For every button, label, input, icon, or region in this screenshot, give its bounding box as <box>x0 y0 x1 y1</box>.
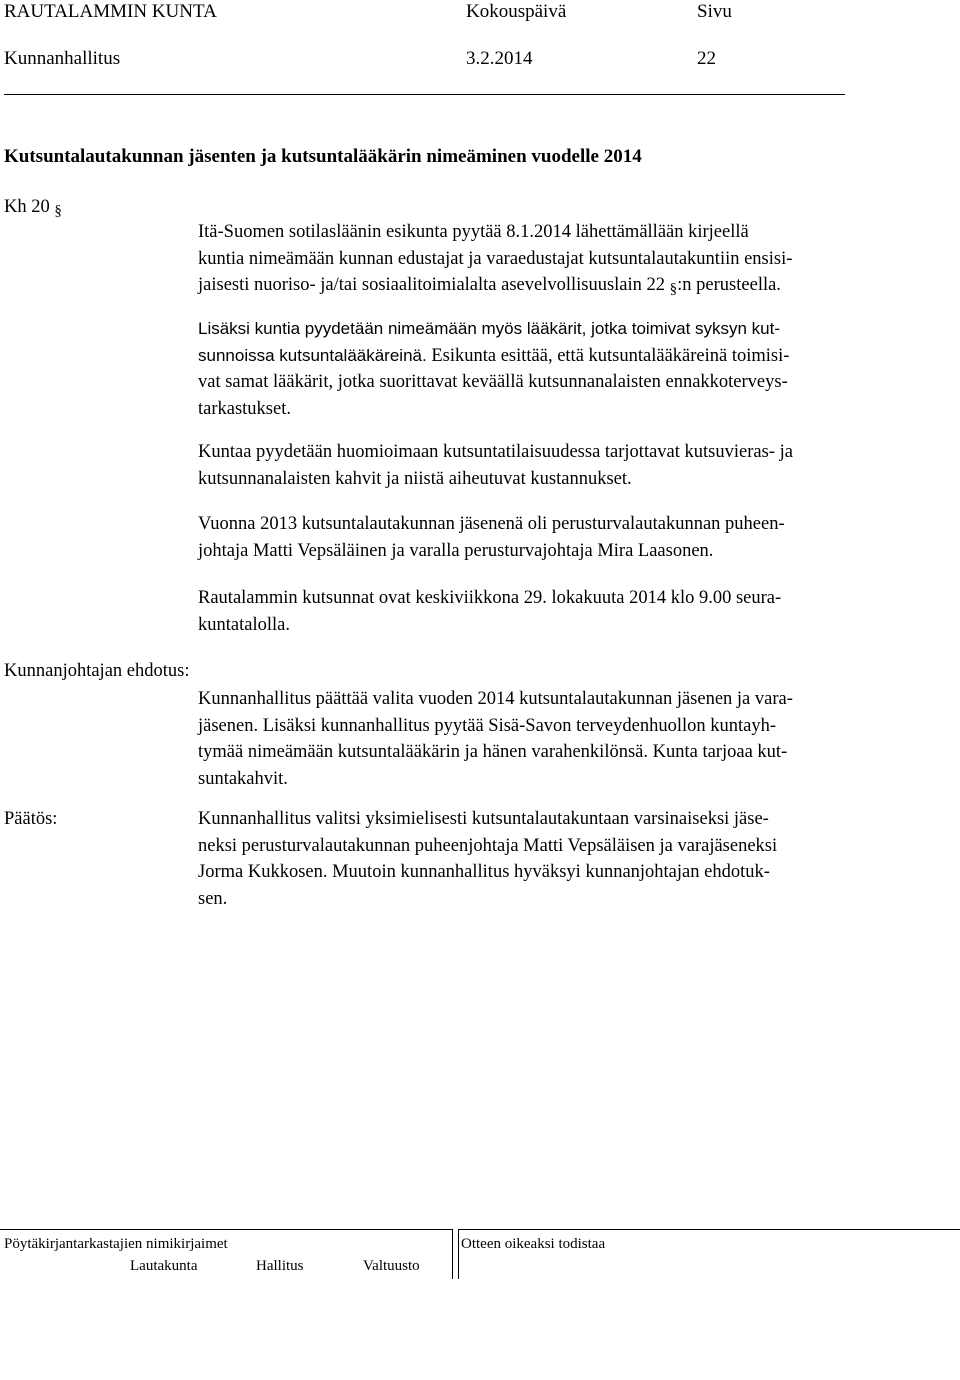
body-name: Kunnanhallitus <box>4 48 121 69</box>
text-line: Vuonna 2013 kutsuntalautakunnan jäsenenä oli perusturvalautakunnan puheen- <box>198 514 785 534</box>
paragraph-schedule <box>198 585 898 638</box>
meeting-date: 3.2.2014 <box>466 48 533 69</box>
item-number <box>4 194 62 222</box>
paragraph-previous-year <box>198 511 898 564</box>
initials-label: Pöytäkirjantarkastajien nimikirjaimet <box>4 1236 228 1252</box>
certified-copy-label: Otteen oikeaksi todistaa <box>461 1236 606 1252</box>
text-line: Rautalammin kutsunnat ovat keskiviikkona 29. lokakuuta 2014 klo 9.00 seura- <box>198 588 782 608</box>
footer-column-valtuusto: Valtuusto <box>363 1258 420 1274</box>
text-line-part: jaisesti nuoriso- ja/tai sosiaalitoimialalta asevelvollisuuslain 22 <box>198 275 670 295</box>
footer-top-rule-left <box>0 1229 452 1230</box>
footer-column-hallitus: Hallitus <box>256 1258 304 1274</box>
text-line: suntakahvit. <box>198 768 288 789</box>
decision-label: Päätös: <box>4 809 58 829</box>
text-line-part: :n perusteella. <box>677 275 781 295</box>
page-label: Sivu <box>697 1 732 22</box>
proposal-label: Kunnanjohtajan ehdotus: <box>4 661 190 681</box>
text-line: tymää nimeämään kutsuntalääkärin ja hänen varahenkilönsä. Kunta tarjoaa kut- <box>198 742 788 762</box>
text-line: Kuntaa pyydetään huomioimaan kutsuntatilaisuudessa tarjottavat kutsuvieras- ja <box>198 442 793 462</box>
section-marker: § <box>54 203 62 219</box>
document-title: Kutsuntalautakunnan jäsenten ja kutsuntalääkärin nimeäminen vuodelle 2014 <box>4 146 642 167</box>
text-line: Lisäksi kuntia pyydetään nimeämään myös lääkärit, jotka toimivat syksyn kut- <box>198 319 781 338</box>
text-line: Itä-Suomen sotilasläänin esikunta pyytää 8.1.2014 lähettämällään kirjeellä <box>198 222 749 242</box>
meeting-date-label: Kokouspäivä <box>466 1 567 22</box>
text-line: kuntatalolla. <box>198 614 290 635</box>
text-line <box>198 272 898 300</box>
text-line: vat samat lääkärit, jotka suorittavat keväällä kutsunnanalaisten ennakkoterveys- <box>198 372 788 392</box>
text-line: Kunnanhallitus päättää valita vuoden 2014 kutsuntalautakunnan jäsenen ja vara- <box>198 689 793 709</box>
item-number-text: Kh 20 <box>4 197 50 217</box>
paragraph-request <box>198 219 898 300</box>
decision-text <box>198 806 898 912</box>
text-line-part: Esikunta esittää, että kutsuntalääkäreinä toimisi- <box>426 345 790 366</box>
section-marker: § <box>669 281 678 297</box>
text-line: Jorma Kukkosen. Muutoin kunnanhallitus hyväksyi kunnanjohtajan ehdotuk- <box>198 862 770 882</box>
text-line: Kunnanhallitus valitsi yksimielisesti kutsuntalautakuntaan varsinaiseksi jäse- <box>198 809 769 829</box>
text-line: kutsunnanalaisten kahvit ja niistä aiheutuvat kustannukset. <box>198 468 632 489</box>
text-line: neksi perusturvalautakunnan puheenjohtaja Matti Vepsäläisen ja varajäseneksi <box>198 835 778 856</box>
paragraph-doctors <box>198 316 898 422</box>
header-rule <box>4 94 845 95</box>
footer-divider <box>458 1229 459 1279</box>
text-line-part: sunnoissa kutsuntalääkäreinä. <box>198 345 427 365</box>
text-line: kuntia nimeämään kunnan edustajat ja varaedustajat kutsuntalautakuntiin ensisi- <box>198 248 793 269</box>
page-number: 22 <box>697 48 716 69</box>
text-line: tarkastukset. <box>198 398 291 419</box>
paragraph-coffee <box>198 439 898 492</box>
proposal-text <box>198 686 898 792</box>
footer-column-lautakunta: Lautakunta <box>130 1258 198 1274</box>
text-line: johtaja Matti Vepsäläinen ja varalla perusturvajohtaja Mira Laasonen. <box>198 540 714 561</box>
organization-name: RAUTALAMMIN KUNTA <box>4 1 217 22</box>
text-line <box>198 343 898 370</box>
text-line: sen. <box>198 888 228 909</box>
text-line: jäsenen. Lisäksi kunnanhallitus pyytää Sisä-Savon terveydenhuollon kuntayh- <box>198 715 777 736</box>
footer-divider <box>452 1229 453 1279</box>
footer-top-rule-right <box>458 1229 960 1230</box>
